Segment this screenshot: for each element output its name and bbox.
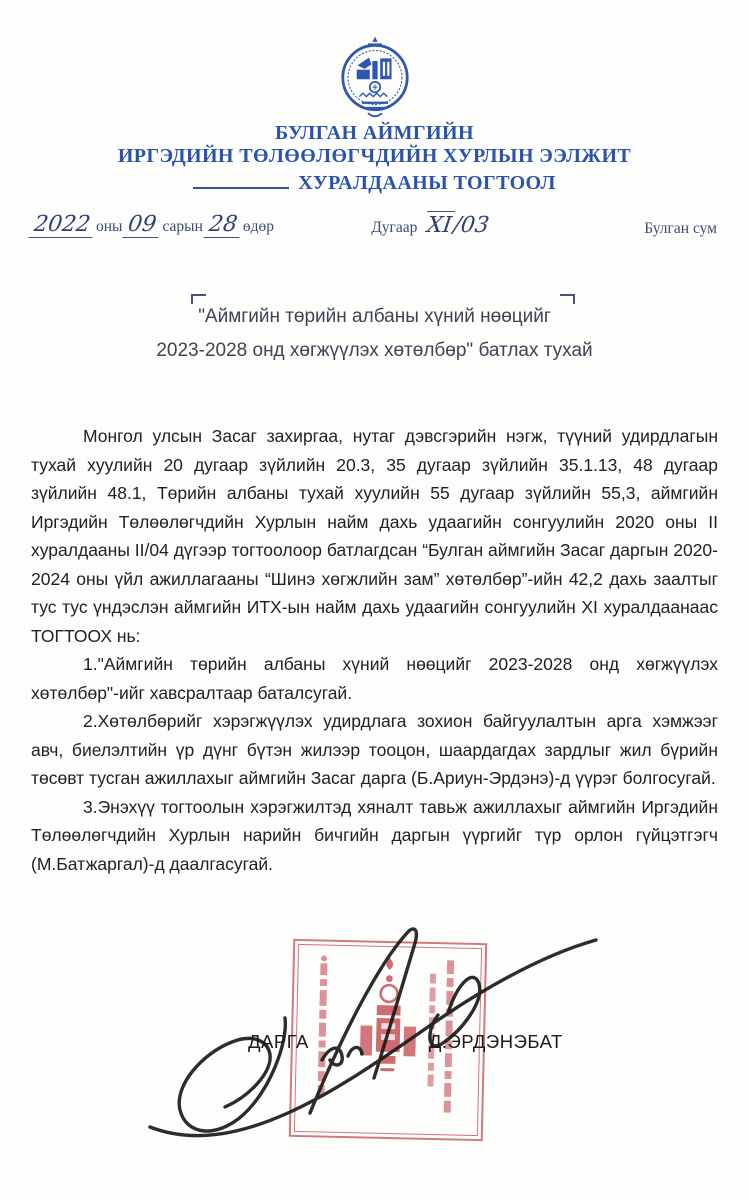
place-label: Булган сум — [644, 220, 717, 237]
resolution-item-2: 2.Хөтөлбөрийг хэрэгжүүлэх удирдлага зохион байгуулалтын арга хэмжээг авч, биелэлтийн үр дүнг бүтэн жилээр тооцон, шаардагдах зардлыг жил бүрийн төсөвт тусган ажиллахыг аймгийн Засаг дарга (Б.Ариун-Эрдэнэ)-д үүрэг болгосугай. — [31, 711, 718, 788]
doc-kind-label: ХУРАЛДААНЫ ТОГТООЛ — [298, 172, 556, 194]
corner-mark-right-icon — [560, 294, 575, 304]
handwritten-year: 2022 — [28, 214, 95, 238]
body-text — [31, 422, 718, 878]
org-header — [0, 122, 749, 195]
session-blank-rule — [193, 169, 289, 189]
org-name-line3 — [0, 169, 749, 195]
day-label: өдөр — [242, 218, 275, 235]
handwritten-month: 09 — [123, 214, 162, 238]
number-line — [371, 215, 493, 238]
resolution-item-1: 1."Аймгийн төрийн албаны хүний нөөцийг 2023-2028 онд хөгжүүлэх хөтөлбөр"-ийг хавсралтаар баталсугай. — [31, 654, 718, 703]
month-label: сарын — [162, 218, 203, 235]
doc-title — [0, 300, 749, 368]
preamble-paragraph: Монгол улсын Засаг захиргаа, нутаг дэвсгэрийн нэгж, түүний удирдлагын тухай хуулийн 20 дугаар зүйлийн 20.3, 35 дугаар зүйлийн 35.1.13, 48 дугаар зүйлийн 48.1, Төрийн албаны тухай хуулийн 55 дугаар зүйлийн 55,3, аймгийн Иргэдийн Төлөөлөгчдийн Хурлын найм дахь удаагийн сонгуулийн 2020 оны II хуралдааны II/04 дүгээр тогтоолоор батлагдсан “Булган аймгийн Засаг даргын 2020-2024 оны үйл ажиллагааны “Шинэ хөгжлийн зам” хөтөлбөр”-ийн 42,2 дахь заалтыг тус тус үндэслэн аймгийн ИТХ-ын найм дахь удаагийн сонгуулийн XI хуралдаанаас ТОГТООХ нь: — [31, 426, 718, 646]
doc-title-line2: 2023-2028 онд хөгжүүлэх хөтөлбөр" батлах тухай — [156, 340, 593, 361]
resolution-item-3: 3.Энэхүү тогтоолын хэрэгжилтэд хяналт тавьж ажиллахыг аймгийн Иргэдийн Төлөөлөгчдийн Хурлын нарийн бичгийн даргын үүргийг түр орлон гүйцэтгэгч (М.Батжаргал)-д даалгасугай. — [31, 796, 718, 874]
emblem-container — [0, 34, 749, 133]
handwritten-day: 28 — [203, 214, 242, 238]
signer-name-label: Д.ЭРДЭНЭБАТ — [428, 1031, 563, 1052]
number-label: Дугаар — [371, 219, 418, 236]
mongolia-state-emblem-icon — [331, 34, 419, 128]
date-line — [30, 214, 276, 238]
org-name-line1: БУЛГАН АЙМГИЙН — [275, 122, 474, 144]
corner-mark-left-icon — [191, 294, 206, 304]
meta-row — [30, 214, 717, 238]
doc-title-line1: "Аймгийн төрийн албаны хүний нөөцийг — [198, 306, 551, 327]
handwritten-number: XI/03 — [425, 213, 491, 238]
year-label: оны — [96, 218, 123, 235]
signature-block — [248, 1031, 563, 1053]
org-name-line2: ИРГЭДИЙН ТӨЛӨӨЛӨГЧДИЙН ХУРЛЫН ЭЭЛЖИТ — [117, 145, 632, 167]
signer-role-label: ДАРГА — [248, 1031, 309, 1052]
